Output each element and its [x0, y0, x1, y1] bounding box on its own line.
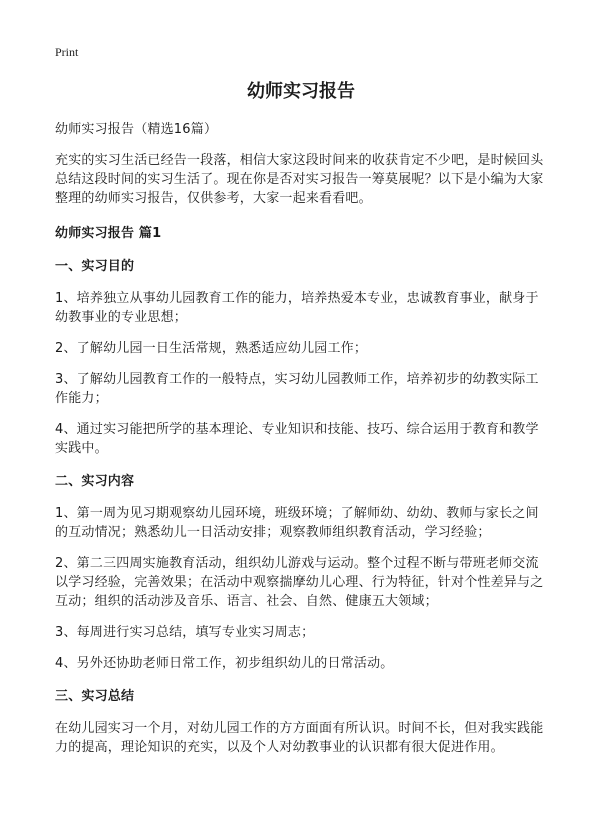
list-item: 2、第二三四周实施教育活动，组织幼儿游戏与运动。整个过程不断与带班老师交流以学习经验，完善效果；在活动中观察揣摩幼儿心理、行为特征，针对个性差异与之互动；组织的活动涉及音乐、语言、社会、自然、健康五大领域； — [55, 556, 544, 609]
section-heading-summary: 三、实习总结 — [55, 689, 135, 704]
list-item: 2、了解幼儿园一日生活常规，熟悉适应幼儿园工作； — [55, 341, 368, 356]
list-item: 4、另外还协助老师日常工作，初步组织幼儿的日常活动。 — [55, 656, 394, 671]
page-title: 幼师实习报告 — [247, 81, 355, 102]
piece-title: 幼师实习报告 篇1 — [55, 226, 162, 241]
section-heading-purpose: 一、实习目的 — [55, 259, 135, 274]
list-item: 4、通过实习能把所学的基本理论、专业知识和技能、技巧、综合运用于教育和教学实践中。 — [55, 422, 539, 456]
list-item: 1、培养独立从事幼儿园教育工作的能力，培养热爱本专业，忠诚教育事业，献身于幼教事业的专业思想； — [55, 291, 539, 325]
section-heading-content: 二、实习内容 — [55, 474, 135, 489]
summary-paragraph: 在幼儿园实习一个月，对幼儿园工作的方方面面有所认识。时间不长，但对我实践能力的提高，理论知识的充实，以及个人对幼教事业的认识都有很大促进作用。 — [55, 721, 544, 755]
subtitle: 幼师实习报告（精选16篇） — [55, 122, 218, 137]
document-body — [55, 80, 547, 757]
list-item: 1、第一周为见习期观察幼儿园环境，班级环境；了解师幼、幼幼、教师与家长之间的互动情况；熟悉幼儿一日活动安排；观察教师组织教育活动，学习经验； — [55, 506, 539, 540]
list-item: 3、每周进行实习总结，填写专业实习周志； — [55, 625, 315, 640]
print-link[interactable]: Print — [55, 45, 79, 59]
intro-paragraph: 充实的实习生活已经告一段落，相信大家这段时间来的收获肯定不少吧，是时候回头总结这段时间的实习生活了。现在你是否对实习报告一筹莫展呢？以下是小编为大家整理的幼师实习报告，仅供参考，大家一起来看看吧。 — [55, 153, 544, 206]
list-item: 3、了解幼儿园教育工作的一般特点，实习幼儿园教师工作，培养初步的幼教实际工作能力； — [55, 372, 539, 406]
